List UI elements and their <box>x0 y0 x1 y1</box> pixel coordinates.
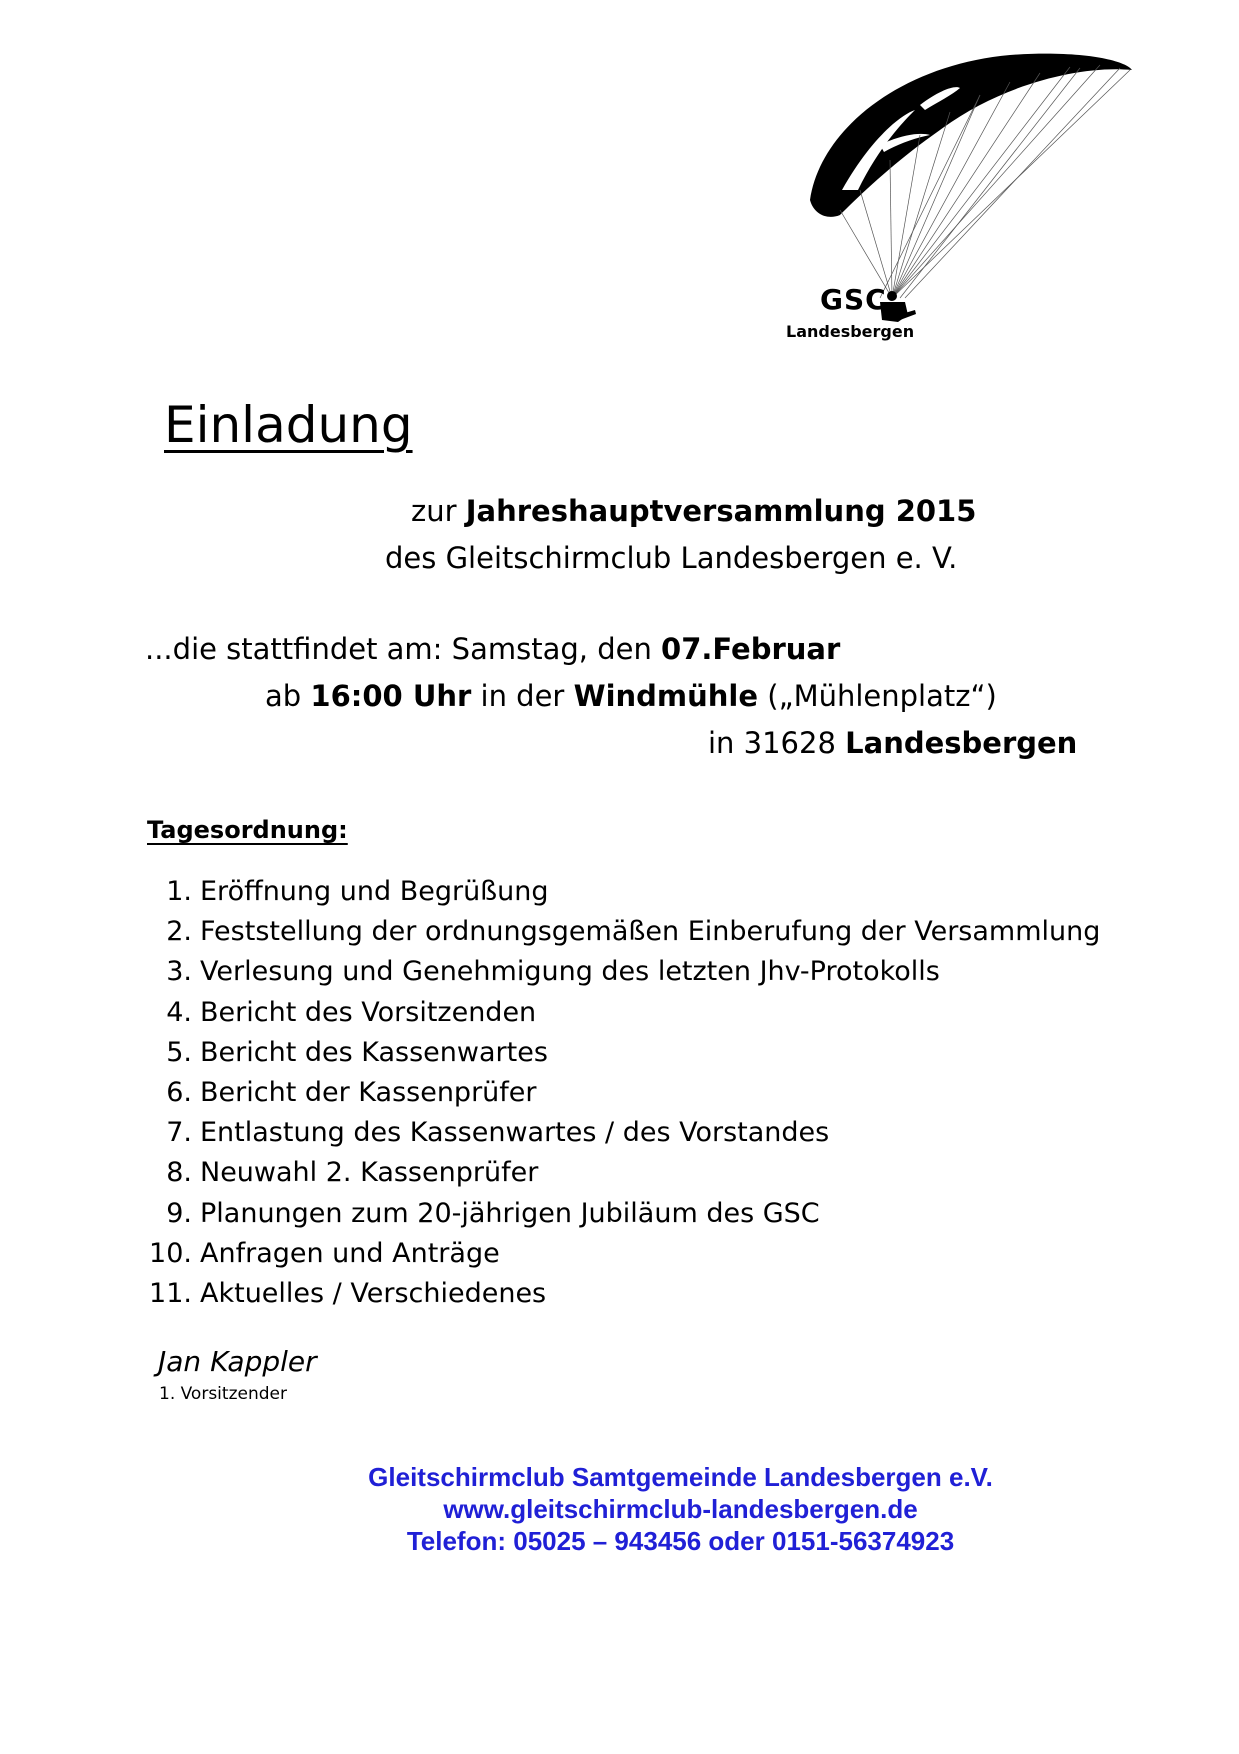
agenda-item-text: Verlesung und Genehmigung des letzten Jhv-Protokolls <box>200 956 940 988</box>
time-place-line <box>265 679 997 713</box>
subtitle-line-2: des Gleitschirmclub Landesbergen e. V. <box>385 541 958 575</box>
agenda-item-text: Bericht der Kassenprüfer <box>200 1076 537 1108</box>
agenda-item <box>140 876 1100 916</box>
agenda-item-text: Bericht des Vorsitzenden <box>200 996 537 1028</box>
meeting-date: 07.Februar <box>661 632 841 666</box>
meeting-time: 16:00 Uhr <box>310 679 472 713</box>
agenda-item-number: 5. <box>166 1036 192 1068</box>
agenda-item <box>140 997 1100 1037</box>
agenda-item-text: Bericht des Kassenwartes <box>200 1036 548 1068</box>
agenda-item-text: Anfragen und Anträge <box>200 1237 500 1269</box>
agenda-item <box>140 1198 1100 1238</box>
signer-name: Jan Kappler <box>158 1345 317 1378</box>
footer-club-name: Gleitschirmclub Samtgemeinde Landesbergen e.V. <box>368 1462 993 1492</box>
subtitle-line-1 <box>411 494 976 528</box>
place-prefix: in der <box>471 679 574 713</box>
agenda-item-number: 11. <box>149 1277 192 1309</box>
subtitle-prefix: zur <box>411 494 466 528</box>
agenda-item-number: 10. <box>149 1237 192 1269</box>
agenda-item <box>140 1077 1100 1117</box>
city-line <box>708 726 1077 760</box>
footer-phone: Telefon: 05025 – 943456 oder 0151-56374923 <box>406 1526 955 1556</box>
logo-subtitle: Landesbergen <box>786 322 915 341</box>
agenda-item <box>140 1157 1100 1197</box>
agenda-item <box>140 1238 1100 1278</box>
agenda-item-number: 7. <box>166 1117 192 1149</box>
agenda-list <box>140 876 1100 1318</box>
agenda-item <box>140 956 1100 996</box>
agenda-item-number: 9. <box>166 1197 192 1229</box>
agenda-item-text: Feststellung der ordnungsgemäßen Einberufung der Versammlung <box>200 916 1101 948</box>
agenda-item-text: Entlastung des Kassenwartes / des Vorstandes <box>200 1117 830 1149</box>
page-title: Einladung <box>164 396 413 454</box>
agenda-item <box>140 1037 1100 1077</box>
agenda-item-text: Planungen zum 20-jährigen Jubiläum des GSC <box>200 1197 820 1229</box>
city-prefix: in 31628 <box>708 726 846 760</box>
meeting-city: Landesbergen <box>845 726 1078 760</box>
agenda-item-number: 4. <box>166 996 192 1028</box>
agenda-item-number: 6. <box>166 1076 192 1108</box>
agenda-heading: Tagesordnung: <box>147 816 348 844</box>
agenda-item <box>140 1117 1100 1157</box>
agenda-item-number: 1. <box>166 876 192 907</box>
agenda-item-text: Eröffnung und Begrüßung <box>200 876 549 907</box>
date-prefix: ...die stattfindet am: Samstag, den <box>145 632 662 666</box>
agenda-item-text: Aktuelles / Verschiedenes <box>200 1277 547 1309</box>
agenda-item <box>140 916 1100 956</box>
agenda-item-number: 2. <box>166 916 192 948</box>
meeting-name: Jahreshauptversammlung 2015 <box>465 494 977 528</box>
footer-website-link[interactable]: www.gleitschirmclub-landesbergen.de <box>443 1494 918 1524</box>
signer-role: 1. Vorsitzender <box>159 1384 287 1404</box>
place-suffix: („Mühlenplatz“) <box>758 679 997 713</box>
agenda-item-text: Neuwahl 2. Kassenprüfer <box>200 1157 539 1189</box>
paraglider-logo-icon <box>780 40 1140 370</box>
logo-name: GSC <box>820 283 887 316</box>
agenda-item-number: 8. <box>166 1157 192 1189</box>
agenda-item <box>140 1278 1100 1318</box>
meeting-venue: Windmühle <box>573 679 759 713</box>
time-prefix: ab <box>265 679 311 713</box>
date-line <box>145 632 840 666</box>
agenda-item-number: 3. <box>166 956 192 988</box>
